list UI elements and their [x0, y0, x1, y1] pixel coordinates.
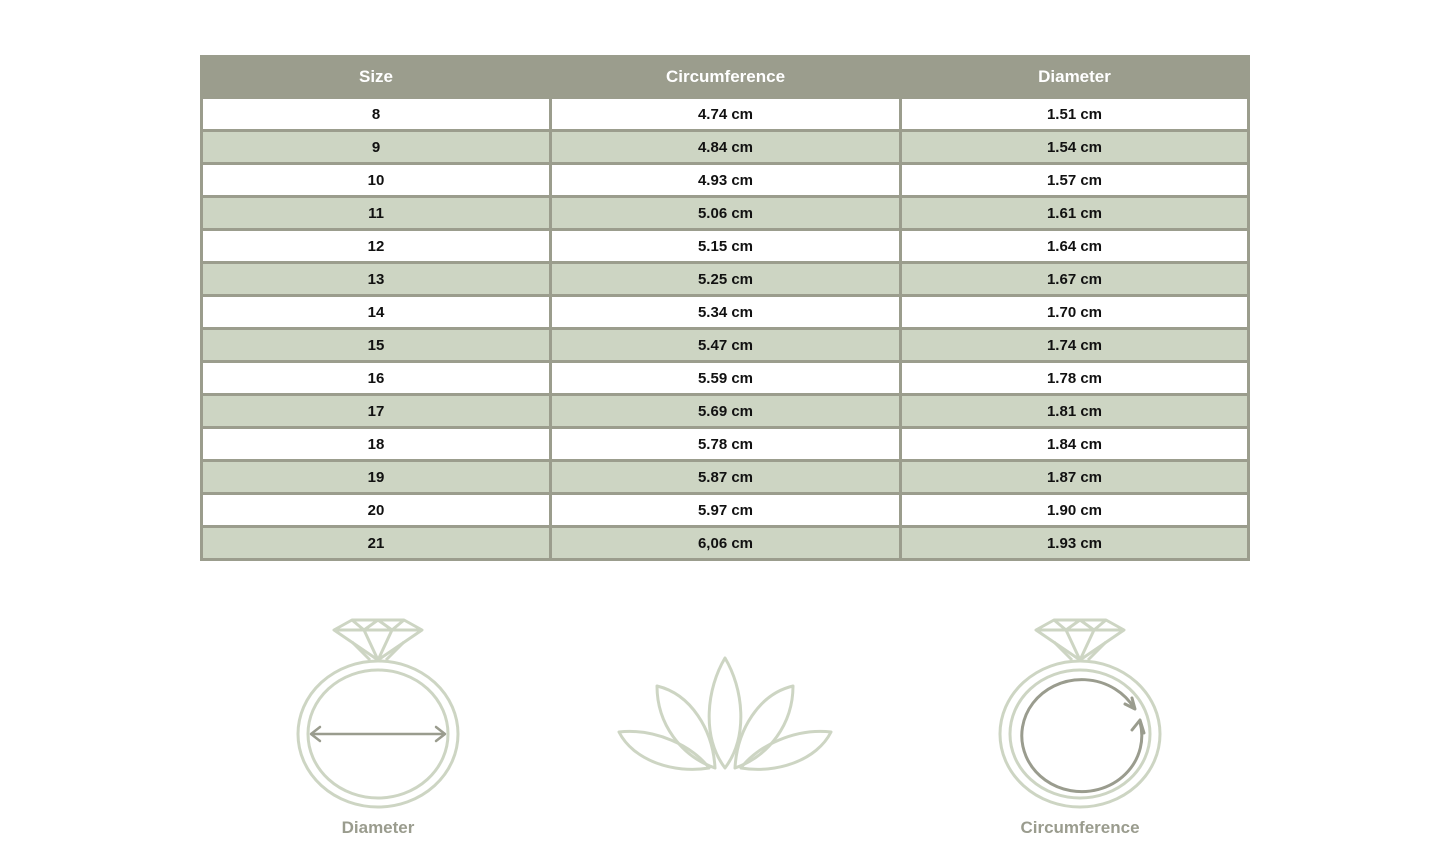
cell-diameter: 1.81 cm	[901, 395, 1249, 428]
table-row	[202, 527, 1249, 560]
ring-size-table	[200, 55, 1250, 561]
cell-diameter: 1.70 cm	[901, 296, 1249, 329]
cell-circumference: 5.34 cm	[551, 296, 901, 329]
cell-size: 9	[202, 131, 551, 164]
cell-size: 16	[202, 362, 551, 395]
cell-circumference: 5.47 cm	[551, 329, 901, 362]
table-row	[202, 131, 1249, 164]
cell-circumference: 5.78 cm	[551, 428, 901, 461]
cell-diameter: 1.90 cm	[901, 494, 1249, 527]
table-header-row	[202, 57, 1249, 98]
cell-circumference: 5.87 cm	[551, 461, 901, 494]
lotus-logo-icon	[615, 652, 835, 774]
cell-circumference: 5.69 cm	[551, 395, 901, 428]
cell-size: 10	[202, 164, 551, 197]
cell-size: 12	[202, 230, 551, 263]
table-row	[202, 98, 1249, 131]
table-row	[202, 197, 1249, 230]
cell-size: 19	[202, 461, 551, 494]
cell-diameter: 1.74 cm	[901, 329, 1249, 362]
cell-diameter: 1.84 cm	[901, 428, 1249, 461]
cell-diameter: 1.67 cm	[901, 263, 1249, 296]
cell-diameter: 1.51 cm	[901, 98, 1249, 131]
cell-size: 21	[202, 527, 551, 560]
header-size: Size	[202, 57, 551, 98]
circumference-caption: Circumference	[1020, 818, 1140, 837]
cell-diameter: 1.87 cm	[901, 461, 1249, 494]
table-row	[202, 362, 1249, 395]
table-row	[202, 329, 1249, 362]
cell-size: 14	[202, 296, 551, 329]
cell-diameter: 1.57 cm	[901, 164, 1249, 197]
cell-size: 8	[202, 98, 551, 131]
table-body	[202, 98, 1249, 560]
cell-size: 17	[202, 395, 551, 428]
cell-size: 15	[202, 329, 551, 362]
cell-size: 20	[202, 494, 551, 527]
table-row	[202, 296, 1249, 329]
cell-circumference: 5.59 cm	[551, 362, 901, 395]
cell-diameter: 1.54 cm	[901, 131, 1249, 164]
cell-diameter: 1.78 cm	[901, 362, 1249, 395]
table-row	[202, 494, 1249, 527]
table-row	[202, 428, 1249, 461]
header-diameter: Diameter	[901, 57, 1249, 98]
cell-circumference: 5.06 cm	[551, 197, 901, 230]
cell-circumference: 4.84 cm	[551, 131, 901, 164]
table-row	[202, 395, 1249, 428]
diameter-caption: Diameter	[341, 818, 415, 837]
cell-circumference: 5.25 cm	[551, 263, 901, 296]
header-circumference: Circumference	[551, 57, 901, 98]
table-row	[202, 230, 1249, 263]
cell-circumference: 5.97 cm	[551, 494, 901, 527]
cell-diameter: 1.61 cm	[901, 197, 1249, 230]
ring-circumference-icon	[992, 612, 1168, 812]
table-row	[202, 164, 1249, 197]
cell-circumference: 6,06 cm	[551, 527, 901, 560]
table-row	[202, 461, 1249, 494]
cell-circumference: 4.74 cm	[551, 98, 901, 131]
ring-diameter-icon	[290, 612, 466, 812]
cell-circumference: 4.93 cm	[551, 164, 901, 197]
cell-size: 11	[202, 197, 551, 230]
cell-diameter: 1.93 cm	[901, 527, 1249, 560]
table-row	[202, 263, 1249, 296]
cell-size: 13	[202, 263, 551, 296]
cell-size: 18	[202, 428, 551, 461]
cell-circumference: 5.15 cm	[551, 230, 901, 263]
cell-diameter: 1.64 cm	[901, 230, 1249, 263]
